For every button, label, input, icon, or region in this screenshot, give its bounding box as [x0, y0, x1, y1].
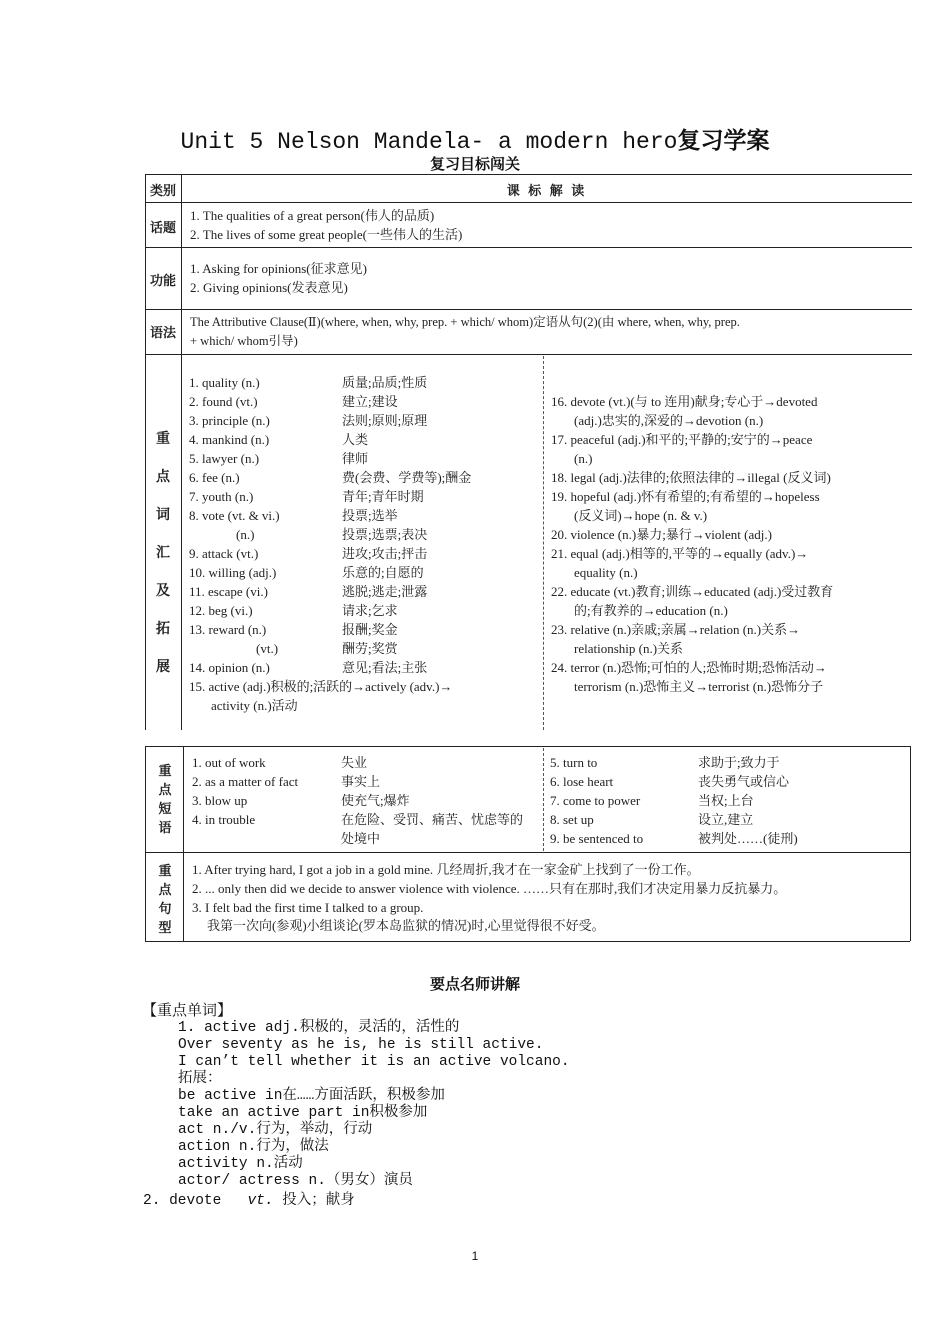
list-item: 2. as a matter of fact: [192, 774, 299, 789]
function-line-1: 1. Asking for opinions(征求意见): [190, 261, 367, 276]
page-number: 1: [471, 1249, 479, 1263]
list-item: 14. opinion (n.): [189, 660, 270, 675]
note-item-2: 2. devote vt. 投入；献身: [143, 1193, 355, 1209]
list-item: 1. out of work: [192, 755, 266, 770]
list-item: (adj.)忠实的,深爱的→devotion (n.): [574, 413, 764, 428]
list-item-meaning: 律师: [342, 451, 369, 466]
list-item: 5. turn to: [550, 755, 598, 770]
notes-heading: 【重点单词】: [142, 1001, 233, 1019]
sentence-3-translation: 我第一次向(参观)小组谈论(罗本岛监狱的情况)时,心里觉得很不好受。: [207, 918, 605, 933]
list-item: 7. come to power: [550, 793, 641, 808]
list-item-meaning: 逃脱;逃走;泄露: [342, 584, 428, 599]
list-item-meaning: 意见;看法;主张: [342, 660, 428, 675]
list-item-meaning: 当权;上台: [698, 793, 754, 808]
row-label-function: 功能: [149, 274, 176, 289]
list-item-meaning: 建立;建设: [342, 394, 398, 409]
list-item-meaning: 求助于;致力于: [698, 755, 780, 770]
list-item: 9. be sentenced to: [550, 831, 644, 846]
note-line: actor/ actress n.（男女）演员: [178, 1173, 413, 1189]
section-heading-key-points: 要点名师讲解: [429, 975, 520, 993]
list-item: 6. lose heart: [550, 774, 614, 789]
list-item: 12. beg (vi.): [189, 603, 253, 618]
list-item: 1. quality (n.): [189, 375, 260, 390]
list-item: 6. fee (n.): [189, 470, 240, 485]
row-label-vocabulary: 重点词汇及拓展: [156, 431, 170, 675]
topic-line-2: 2. The lives of some great people(一些伟人的生活): [190, 227, 463, 242]
list-item: 17. peaceful (adj.)和平的;平静的;安宁的→peace: [551, 432, 813, 447]
list-item: (n.): [574, 451, 593, 466]
list-item: 4. mankind (n.): [189, 432, 270, 447]
list-item-meaning: 请求;乞求: [342, 603, 398, 618]
list-item: 20. violence (n.)暴力;暴行→violent (adj.): [551, 527, 772, 542]
topic-line-1: 1. The qualities of a great person(伟人的品质): [190, 208, 435, 223]
sentence-2: 2. ... only then did we decide to answer violence with violence. ……只有在那时,我们才决定用暴力反抗暴力。: [192, 881, 787, 896]
grammar-line-1: The Attributive Clause(Ⅱ)(where, when, why, prep. + which/ whom)定语从句(2)(由 where, when, why, prep.: [190, 315, 740, 329]
list-item: 24. terror (n.)恐怖;可怕的人;恐怖时期;恐怖活动→: [551, 660, 827, 675]
list-item: 5. lawyer (n.): [189, 451, 260, 466]
list-item-meaning: 丧失勇气或信心: [698, 774, 790, 789]
section-heading-review-goals: 复习目标闯关: [429, 155, 520, 173]
note-line: 1. active adj.积极的，灵活的，活性的: [178, 1020, 460, 1036]
grammar-line-2: + which/ whom引导): [190, 334, 298, 348]
list-item-meaning: 进攻;攻击;抨击: [342, 546, 428, 561]
list-item: relationship (n.)关系: [574, 641, 684, 656]
list-item: (vt.): [256, 641, 279, 656]
note-line: take an active part in积极参加: [178, 1105, 428, 1121]
list-item: 19. hopeful (adj.)怀有希望的;有希望的→hopeless: [551, 489, 820, 504]
list-item-meaning: 报酬;奖金: [342, 622, 398, 637]
list-item-meaning: 质量;品质;性质: [342, 375, 428, 390]
list-item: equality (n.): [574, 565, 638, 580]
note-line: be active in在……方面活跃，积极参加: [178, 1088, 445, 1104]
list-item: 8. set up: [550, 812, 594, 827]
list-item-meaning: 事实上: [341, 774, 381, 789]
list-item-meaning: 失业: [341, 755, 368, 770]
note-line: action n.行为，做法: [178, 1139, 329, 1155]
list-item-meaning: 法则;原则;原理: [342, 413, 428, 428]
list-item-meaning: 乐意的;自愿的: [342, 565, 424, 580]
list-item-meaning: 投票;选票;表决: [342, 527, 428, 542]
list-item-meaning: 酬劳;奖赏: [342, 641, 398, 656]
list-item: 11. escape (vi.): [189, 584, 268, 599]
row-label-sentences: 重点句型: [158, 864, 172, 936]
row-label-phrases: 重点短语: [158, 764, 172, 836]
list-item: 3. blow up: [192, 793, 248, 808]
list-item-meaning: 投票;选举: [342, 508, 398, 523]
list-item: 3. principle (n.): [189, 413, 270, 428]
header-category: 类别: [149, 184, 176, 199]
list-item: 22. educate (vt.)教育;训练→educated (adj.)受过教育: [551, 584, 834, 599]
note-line: 拓展：: [178, 1071, 222, 1087]
header-content: 课 标 解 读: [506, 184, 587, 199]
sentence-1: 1. After trying hard, I got a job in a gold mine. 几经周折,我才在一家金矿上找到了一份工作。: [192, 862, 700, 877]
sentence-3: 3. I felt bad the first time I talked to a group.: [192, 900, 424, 915]
list-item: 23. relative (n.)亲戚;亲属→relation (n.)关系→: [551, 622, 801, 637]
note-line: Over seventy as he is, he is still active.: [178, 1037, 544, 1053]
list-item-meaning: 使充气;爆炸: [341, 793, 410, 808]
list-item-meaning: 被判处……(徒刑): [698, 831, 798, 846]
list-item: 的;有教养的→education (n.): [574, 603, 728, 618]
list-item: activity (n.)活动: [211, 698, 298, 713]
note-line: act n./v.行为，举动，行动: [178, 1122, 373, 1138]
list-item: 21. equal (adj.)相等的,平等的→equally (adv.)→: [551, 546, 809, 561]
list-item-meaning: 在危险、受罚、痛苦、忧虑等的: [341, 812, 524, 827]
list-item: (n.): [236, 527, 255, 542]
list-item: 16. devote (vt.)(与 to 连用)献身;专心于→devoted: [551, 394, 818, 409]
list-item: 8. vote (vt. & vi.): [189, 508, 280, 523]
list-item: 2. found (vt.): [189, 394, 258, 409]
list-item-meaning: 人类: [342, 432, 369, 447]
list-item: 9. attack (vt.): [189, 546, 259, 561]
list-item: 10. willing (adj.): [189, 565, 277, 580]
row-label-topic: 话题: [149, 221, 176, 236]
list-item: 15. active (adj.)积极的;活跃的→actively (adv.)→: [189, 679, 453, 694]
list-item: 18. legal (adj.)法律的;依照法律的→illegal (反义词): [551, 470, 831, 485]
list-item: 7. youth (n.): [189, 489, 254, 504]
list-item-meaning: 费(会费、学费等);酬金: [342, 470, 472, 485]
list-item-meaning: 青年;青年时期: [342, 489, 424, 504]
list-item-meaning: 处境中: [341, 831, 381, 846]
list-item: (反义词)→hope (n. & v.): [574, 508, 708, 523]
list-item: 13. reward (n.): [189, 622, 267, 637]
function-line-2: 2. Giving opinions(发表意见): [190, 280, 348, 295]
list-item-meaning: 设立,建立: [698, 812, 754, 827]
row-label-grammar: 语法: [149, 326, 176, 341]
note-line: activity n.活动: [178, 1156, 303, 1172]
list-item: terrorism (n.)恐怖主义→terrorist (n.)恐怖分子: [574, 679, 824, 694]
page-title: Unit 5 Nelson Mandela- a modern hero复习学案: [180, 128, 770, 155]
note-line: I can’t tell whether it is an active volcano.: [178, 1054, 570, 1070]
list-item: 4. in trouble: [192, 812, 256, 827]
